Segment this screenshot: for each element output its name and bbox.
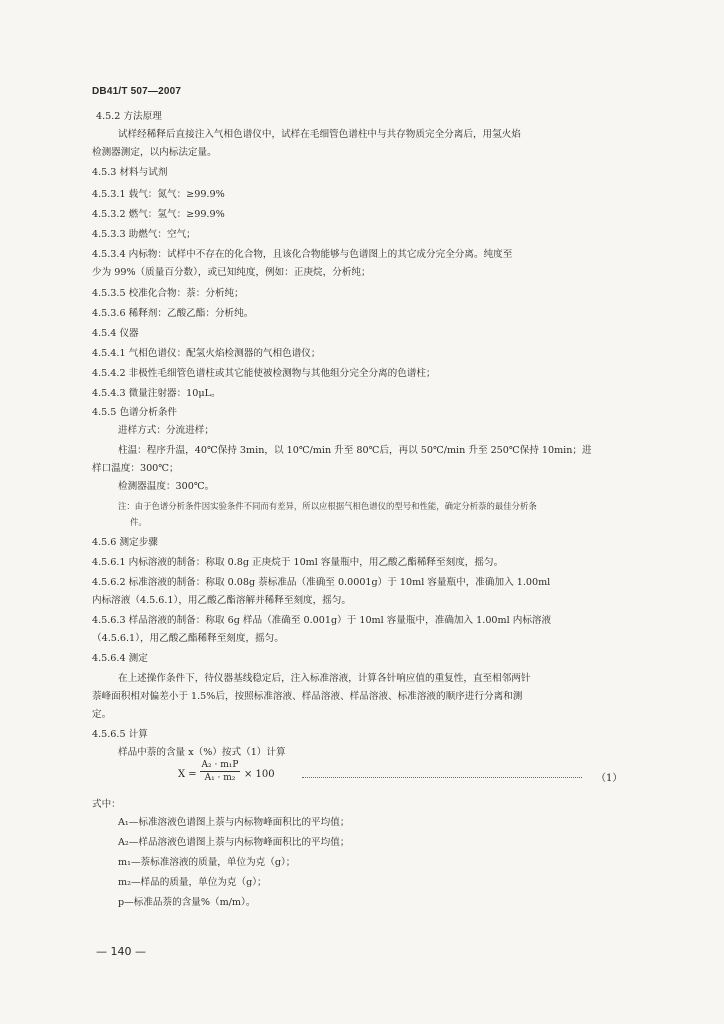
list-item: 4.5.3.2 燃气：氢气：≥99.9%: [92, 209, 225, 220]
formula-fraction: [200, 760, 240, 783]
formula-factor: × 100: [244, 769, 275, 780]
list-item: 4.5.4.1 气相色谱仪：配氢火焰检测器的气相色谱仪；: [92, 348, 321, 359]
list-item: 4.5.3.5 校准化合物：萘：分析纯；: [92, 288, 244, 299]
paragraph-line: （4.5.6.1），用乙酸乙酯稀释至刻度，摇匀。: [92, 633, 284, 644]
list-item: 4.5.3.6 稀释剂：乙酸乙酯：分析纯。: [92, 308, 254, 319]
paragraph-line: 柱温：程序升温，40℃保持 3min，以 10℃/min 升至 80℃后，再以 50℃/min 升至 250℃保持 10min；进: [118, 445, 592, 456]
leader-dots: [302, 769, 582, 778]
list-item: 4.5.6.5 计算: [92, 729, 148, 740]
section-heading: 4.5.4 仪器: [92, 328, 139, 339]
list-item: 4.5.3.1 载气：氮气：≥99.9%: [92, 189, 225, 200]
list-item: 4.5.6.4 测定: [92, 653, 148, 664]
list-item: 4.5.4.3 微量注射器：10μL。: [92, 388, 221, 399]
document-code: DB41/T 507—2007: [92, 86, 182, 97]
list-item: 4.5.6.1 内标溶液的制备：称取 0.8g 正庚烷于 10ml 容量瓶中，用乙酸乙酯稀释至刻度，摇匀。: [92, 557, 504, 568]
paragraph-line: 在上述操作条件下，待仪器基线稳定后，注入标准溶液，计算各针响应值的重复性，直至相邻两针: [118, 673, 531, 684]
page-number: — 140 —: [96, 945, 146, 958]
section-heading: 4.5.6 测定步骤: [92, 537, 158, 548]
formula-numerator: A₂ · m₁P: [201, 760, 239, 770]
paragraph-line: 萘峰面积相对偏差小于 1.5%后，按照标准溶液、样品溶液、样品溶液、标准溶液的顺序进行分离和测: [92, 691, 523, 702]
formula: [178, 760, 628, 790]
definition-item: A₁—标准溶液色谱图上萘与内标物峰面积比的平均值；: [118, 817, 350, 828]
paragraph-line: 定。: [92, 709, 112, 720]
list-item: 4.5.3.3 助燃气：空气；: [92, 229, 196, 240]
definition-item: p—标准品萘的含量%（m/m）。: [118, 897, 256, 908]
paragraph-line: 少为 99%（质量百分数），或已知纯度，例如：正庚烷，分析纯；: [92, 267, 371, 278]
list-item: 4.5.6.3 样品溶液的制备：称取 6g 样品（准确至 0.001g）于 10ml 容量瓶中，准确加入 1.00ml 内标溶液: [92, 615, 552, 626]
paragraph-line: 试样经稀释后直接注入气相色谱仪中，试样在毛细管色谱柱中与共存物质完全分离后，用氢火焰: [118, 129, 521, 140]
formula-lhs: X =: [178, 769, 197, 780]
paragraph-line: 样品中萘的含量 x（%）按式（1）计算: [118, 747, 286, 758]
section-heading: 4.5.5 色谱分析条件: [92, 407, 178, 418]
definition-item: m₁—萘标准溶液的质量，单位为克（g）；: [118, 857, 296, 868]
paragraph-line: 样口温度：300℃；: [92, 463, 179, 474]
where-label: 式中：: [92, 799, 121, 810]
note-line: 注：由于色谱分析条件因实验条件不同而有差异，所以应根据气相色谱仪的型号和性能，确定分析萘的最佳分析条: [118, 501, 537, 511]
paragraph-line: 检测器温度：300℃。: [118, 481, 215, 492]
definition-item: m₂—样品的质量，单位为克（g）；: [118, 877, 267, 888]
list-item: 4.5.6.2 标准溶液的制备：称取 0.08g 萘标准品（准确至 0.0001g）于 10ml 容量瓶中，准确加入 1.00ml: [92, 577, 551, 588]
section-heading: 4.5.2 方法原理: [96, 111, 162, 122]
definition-item: A₂—样品溶液色谱图上萘与内标物峰面积比的平均值；: [118, 837, 350, 848]
list-item: 4.5.3.4 内标物：试样中不存在的化合物，且该化合物能够与色谱图上的其它成分完全分离。纯度至: [92, 249, 513, 260]
equation-number: （1）: [596, 773, 623, 784]
paragraph-line: 进样方式：分流进样；: [118, 425, 214, 436]
formula-denominator: A₁ · m₂: [204, 773, 236, 783]
section-heading: 4.5.3 材料与试剂: [92, 167, 168, 178]
paragraph-line: 检测器测定，以内标法定量。: [92, 147, 217, 158]
note-line: 件。: [130, 517, 147, 527]
paragraph-line: 内标溶液（4.5.6.1），用乙酸乙酯溶解并稀释至刻度，摇匀。: [92, 595, 352, 606]
list-item: 4.5.4.2 非极性毛细管色谱柱或其它能使被检测物与其他组分完全分离的色谱柱；: [92, 368, 436, 379]
